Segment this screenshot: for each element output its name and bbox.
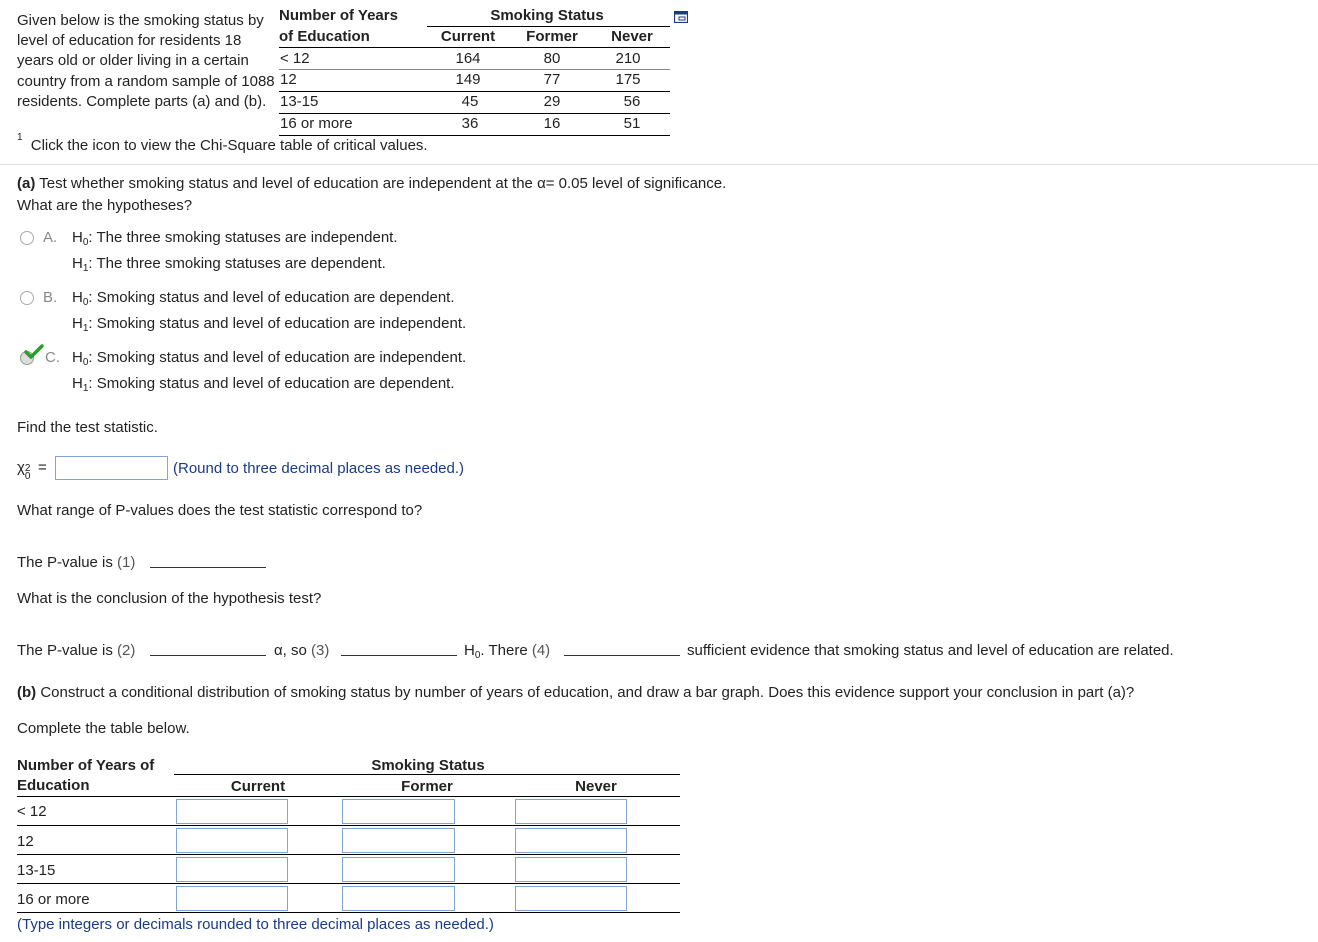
cell: 77	[543, 71, 561, 88]
blank-3-marker: (3)	[311, 642, 330, 659]
option-a-radio[interactable]	[20, 231, 34, 245]
cond-input-1315-never[interactable]	[515, 857, 627, 882]
chi-square-label	[17, 459, 47, 482]
col-never: Never	[611, 28, 653, 45]
cell: 45	[461, 93, 479, 110]
equals-sign: =	[38, 459, 47, 476]
pvalue-compare-dropdown-2[interactable]	[150, 655, 266, 656]
cond-group-header: Smoking Status	[371, 757, 485, 774]
cell: 16	[543, 115, 561, 132]
row-label: 16 or more	[280, 115, 353, 132]
option-a-h1: $H_1$: The three smoking statuses are dependent.	[72, 255, 386, 274]
h0-sub: 0	[82, 297, 89, 308]
cell: 164	[455, 50, 481, 67]
h0-sub: 0	[82, 237, 89, 248]
pvalue-text: The P-value is	[17, 554, 113, 571]
col-current: Current	[440, 28, 496, 45]
option-b-radio[interactable]	[20, 291, 34, 305]
col-former: Former	[526, 28, 578, 45]
h-symbol: H	[464, 642, 475, 659]
h-symbol: H	[72, 349, 83, 366]
there-text: There	[488, 642, 528, 659]
cond-input-16plus-former[interactable]	[342, 886, 455, 911]
cond-input-12-never[interactable]	[515, 828, 627, 853]
problem-intro: Given below is the smoking status by level of education for residents 18 years old or older living in a certain country from a random sample of 1088 residents. Complete parts (a) and (b).	[17, 12, 275, 110]
alpha-so: α, so	[274, 642, 307, 659]
pvalue-label-2	[17, 642, 135, 659]
cond-row-label: 16 or more	[17, 891, 90, 908]
option-b-h1-text: Smoking status and level of education are independent.	[96, 315, 467, 332]
pvalue-dropdown-1[interactable]	[150, 567, 266, 568]
cond-input-lt12-current[interactable]	[176, 799, 288, 824]
type-hint: (Type integers or decimals rounded to three decimal places as needed.)	[17, 916, 494, 933]
cell: 80	[543, 50, 561, 67]
cell: 210	[615, 50, 641, 67]
option-b-h1: $H_1$: Smoking status and level of education are independent.	[72, 315, 467, 334]
blank-2-marker: (2)	[117, 642, 136, 659]
cond-input-16plus-never[interactable]	[515, 886, 627, 911]
option-b-h0: $H_0$: Smoking status and level of education are dependent.	[72, 289, 455, 308]
h0-sub: 0	[474, 650, 481, 661]
option-a-letter: A.	[43, 229, 58, 246]
cell: 149	[455, 71, 481, 88]
h-symbol: H	[72, 229, 83, 246]
row-label: < 12	[280, 50, 310, 67]
row-label: 13-15	[280, 93, 319, 110]
row-label: 12	[280, 71, 297, 88]
option-b-h0-text: Smoking status and level of education are dependent.	[96, 289, 455, 306]
chi-symbol: χ	[17, 459, 25, 476]
table-rowhead-2: of Education	[279, 28, 370, 45]
blank-4-marker: (4)	[531, 642, 551, 659]
h0-there-text: $H_0$. There (4)	[464, 642, 551, 661]
option-a-h1-text: The three smoking statuses are dependent.	[96, 255, 386, 272]
cond-col-never: Never	[575, 778, 617, 795]
hypotheses-prompt: What are the hypotheses?	[17, 197, 193, 214]
h1-sub: 1	[82, 383, 89, 394]
checkmark-icon	[24, 344, 44, 360]
cell: 56	[623, 93, 641, 110]
option-a-h0-text: The three smoking statuses are independent.	[96, 229, 398, 246]
cond-col-current: Current	[230, 778, 286, 795]
option-c-h1-text: Smoking status and level of education are dependent.	[96, 375, 455, 392]
footnote-mark: 1	[17, 132, 23, 143]
h1-sub: 1	[82, 323, 89, 334]
cond-input-12-current[interactable]	[176, 828, 288, 853]
cell: 51	[623, 115, 641, 132]
cond-row-label: 12	[17, 833, 34, 850]
round-hint: (Round to three decimal places as needed.)	[173, 460, 465, 477]
h-symbol: H	[72, 375, 83, 392]
complete-table-prompt: Complete the table below.	[17, 720, 190, 737]
option-b-letter: B.	[43, 289, 58, 306]
find-stat-prompt: Find the test statistic.	[17, 419, 158, 436]
decision-dropdown-3[interactable]	[341, 655, 457, 656]
h0-sub: 0	[82, 357, 89, 368]
cond-rowhead-2: Education	[17, 777, 90, 794]
blank-1-marker: (1)	[117, 554, 136, 571]
conclusion-question: What is the conclusion of the hypothesis test?	[17, 590, 322, 607]
cond-rowhead-1: Number of Years of	[17, 757, 155, 774]
option-c-h0: $H_0$: Smoking status and level of education are independent.	[72, 349, 467, 368]
option-c-h1: $H_1$: Smoking status and level of education are dependent.	[72, 375, 455, 394]
h-symbol: H	[72, 255, 83, 272]
table-rowhead-1: Number of Years	[279, 7, 398, 24]
option-c-h0-text: Smoking status and level of education are independent.	[96, 349, 467, 366]
chi-square-table-link[interactable]: Click the icon to view the Chi-Square table of critical values.	[30, 137, 428, 154]
table-group-header: Smoking Status	[490, 7, 604, 24]
cond-input-lt12-never[interactable]	[515, 799, 627, 824]
popup-window-icon[interactable]	[674, 11, 688, 23]
part-a-question	[17, 175, 726, 192]
part-b-text: Construct a conditional distribution of smoking status by number of years of education, and draw a bar graph. Does this evidence support your conclusion in part (a)?	[40, 684, 1135, 701]
part-a-text-pre: Test whether smoking status and level of education are independent at the	[39, 175, 533, 192]
cell: 36	[461, 115, 479, 132]
cell: 29	[543, 93, 561, 110]
h-symbol: H	[72, 289, 83, 306]
footnote	[17, 132, 428, 154]
cond-row-label: < 12	[17, 803, 47, 820]
option-c-letter: C.	[45, 349, 60, 366]
cond-input-lt12-former[interactable]	[342, 799, 455, 824]
pvalue-label-1	[17, 554, 135, 571]
part-b-lead: (b)	[17, 684, 37, 701]
cond-row-label: 13-15	[17, 862, 56, 879]
option-a-h0: $H_0$: The three smoking statuses are independent.	[72, 229, 398, 248]
part-b-question	[17, 684, 1134, 701]
cond-input-1315-current[interactable]	[176, 857, 288, 882]
test-statistic-input[interactable]	[55, 456, 168, 480]
divider	[0, 164, 1318, 165]
pvalue-text: The P-value is	[17, 642, 113, 659]
part-a-text-post: = 0.05 level of significance.	[545, 175, 727, 192]
cond-input-16plus-current[interactable]	[176, 886, 288, 911]
alpha-symbol: α	[537, 175, 546, 192]
alpha-so-text	[274, 642, 329, 659]
cond-input-12-former[interactable]	[342, 828, 455, 853]
pvalue-range-question: What range of P-values does the test statistic correspond to?	[17, 502, 423, 519]
cond-input-1315-former[interactable]	[342, 857, 455, 882]
part-a-lead: (a)	[17, 175, 36, 192]
evidence-dropdown-4[interactable]	[564, 655, 680, 656]
conclusion-end: sufficient evidence that smoking status and level of education are related.	[687, 642, 1174, 659]
cond-col-former: Former	[401, 778, 453, 795]
h-symbol: H	[72, 315, 83, 332]
chi-sub: 0	[24, 471, 31, 482]
h1-sub: 1	[82, 263, 89, 274]
chi-sup: 2	[24, 463, 31, 474]
cell: 175	[615, 71, 641, 88]
